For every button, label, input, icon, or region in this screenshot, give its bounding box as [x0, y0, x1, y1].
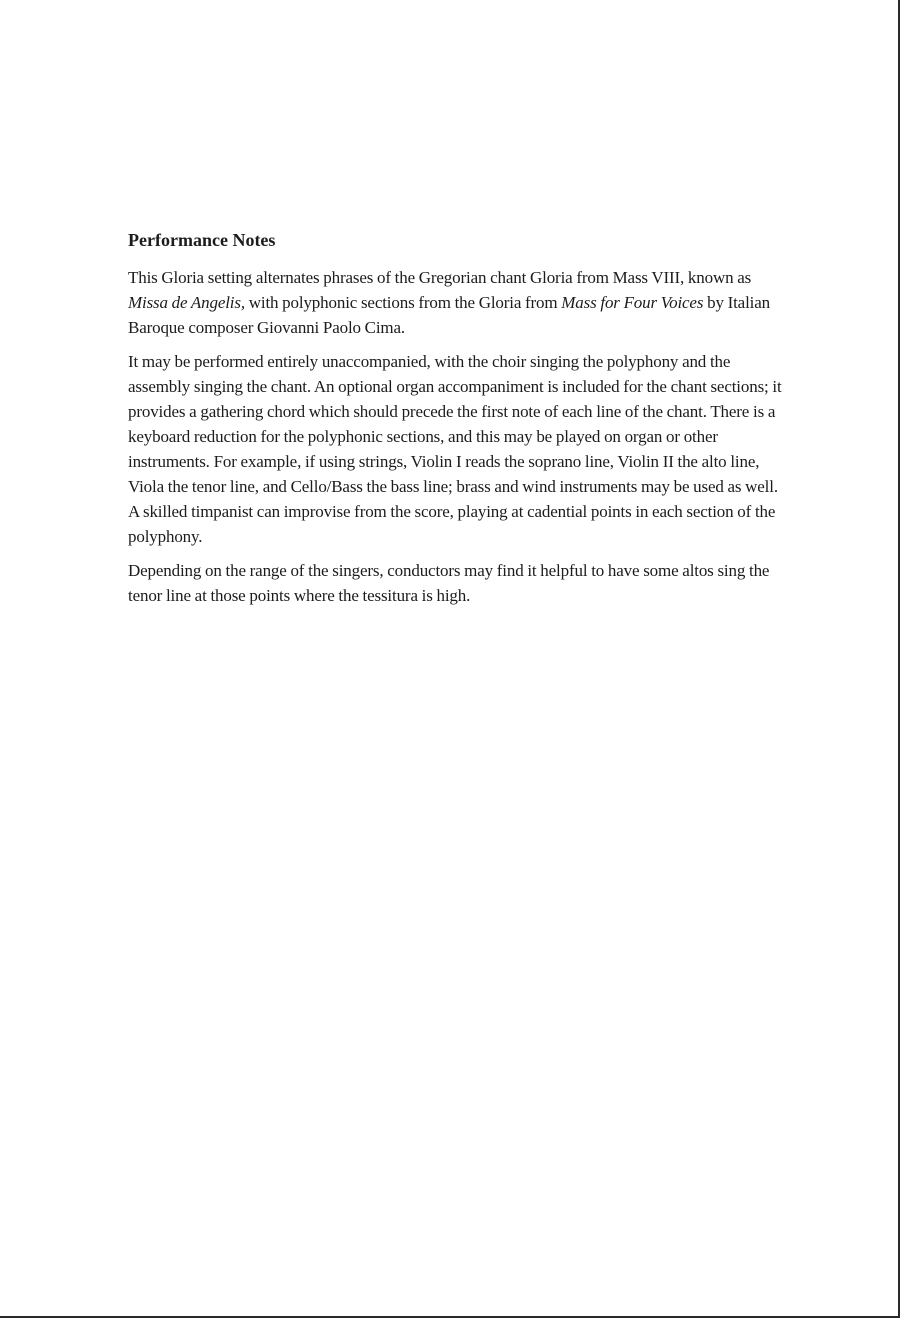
section-heading: Performance Notes: [128, 230, 276, 250]
performance-notes-section: [128, 226, 790, 617]
paragraph-intro-text-2: with polyphonic sections from the Gloria from: [244, 293, 562, 312]
title-mass-for-four-voices: Mass for Four Voices: [561, 293, 704, 312]
paragraph-intro-text-3: by Italian Baroque composer Giovanni Paolo Cima.: [128, 293, 770, 337]
title-missa-de-angelis: Missa de Angelis,: [128, 293, 245, 312]
paragraph-intro: [128, 265, 790, 340]
paragraph-intro-text-1: This Gloria setting alternates phrases of the Gregorian chant Gloria from Mass VIII, known as: [128, 268, 752, 287]
paragraph-accompaniment: It may be performed entirely unaccompanied, with the choir singing the polyphony and the assembly singing the chant. An optional organ accompaniment is included for the chant sections; it provides a gathering chord which should precede the first note of each line of the chant. There is a keyboard reduction for the polyphonic sections, and this may be played on organ or other instruments. For example, if using strings, Violin I reads the soprano line, Violin II the alto line, Viola the tenor line, and Cello/Bass the bass line; brass and wind instruments may be used as well. A skilled timpanist can improvise from the score, playing at cadential points in each section of the polyphony.: [128, 352, 782, 546]
paragraph-range: Depending on the range of the singers, conductors may find it helpful to have some altos sing the tenor line at those points where the tessitura is high.: [128, 561, 770, 605]
